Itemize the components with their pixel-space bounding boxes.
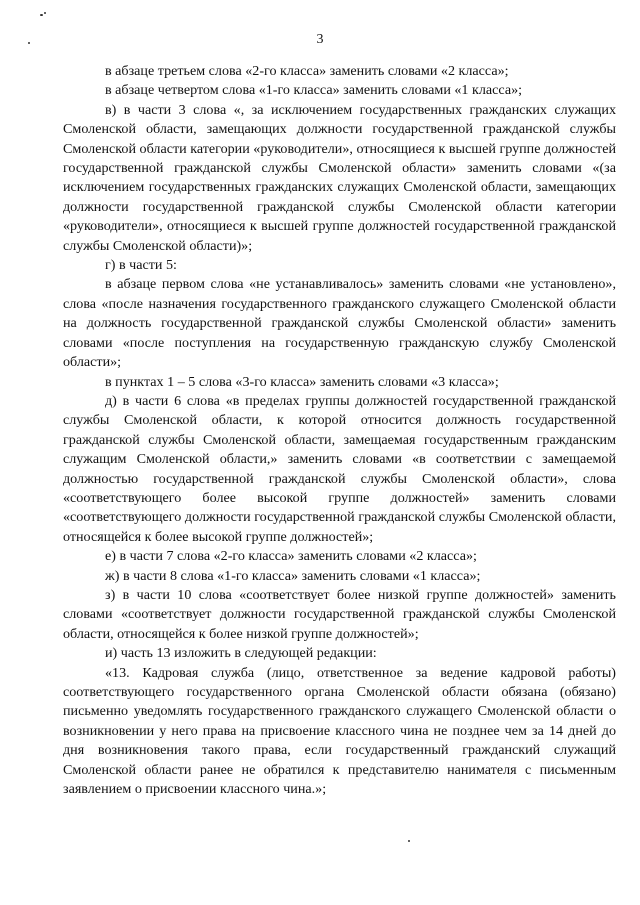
document-body: [63, 62, 616, 799]
paragraph: «13. Кадровая служба (лицо, ответственное за ведение кадровой работы) соответствующего государственного органа Смоленской области обязана (обязано) письменно уведомлять государственного гражданского служащего Смоленской области о возникновении у него права на присвоение классного чина не позднее чем за 14 дней до дня возникновения такого права, если государственный гражданский служащий Смоленской области ранее не обратился к представителю нанимателя с письменным заявлением о присвоении классного чина.»;: [63, 664, 616, 798]
page-number: 3: [316, 32, 324, 47]
paragraph: в абзаце четвертом слова «1-го класса» заменить словами «1 класса»;: [105, 82, 523, 99]
scan-speck: [44, 12, 46, 14]
paragraph: и) часть 13 изложить в следующей редакции:: [105, 645, 377, 662]
paragraph: з) в части 10 слова «соответствует более низкой группе должностей» заменить словами «соответствует должности государственной гражданской службы Смоленской области, относящейся к более низкой группе должностей»;: [63, 586, 616, 642]
scan-speck: [40, 14, 43, 16]
paragraph: г) в части 5:: [105, 257, 177, 274]
scan-speck: [408, 840, 410, 842]
paragraph: в абзаце третьем слова «2-го класса» заменить словами «2 класса»;: [105, 63, 509, 79]
paragraph: в пунктах 1 – 5 слова «3-го класса» заменить словами «3 класса»;: [105, 373, 499, 390]
paragraph: в абзаце первом слова «не устанавливалось» заменить словами «не установлено», слова «после назначения государственного гражданского служащего Смоленской области на должность государственной гражданской службы Смоленской области» заменить словами «после поступления на государственную гражданскую службу Смоленской области»;: [63, 276, 616, 371]
paragraph: в) в части 3 слова «, за исключением государственных гражданских служащих Смоленской области, замещающих должности государственной гражданской службы Смоленской области категории «руководители», относящиеся к высшей группе должностей государственной гражданской службы Смоленской области» заменить словами «(за исключением государственных гражданских служащих Смоленской области, замещающих должности государственной гражданской службы Смоленской области категории «руководители», относящиеся к высшей группе должностей государственной гражданской службы Смоленской области)»;: [63, 101, 616, 254]
paragraph: д) в части 6 слова «в пределах группы должностей государственной гражданской службы Смоленской области, к которой относится должность государственной гражданской службы Смоленской области, замещаемая государственным гражданским служащим Смоленской области,» заменить словами «в соответствии с замещаемой должностью государственной гражданской службы Смоленской области», слова «соответствующего более высокой группе должностей» заменить словами «соответствующего должности государственной гражданской службы Смоленской области, относящейся к более высокой группе должностей»;: [63, 392, 616, 545]
paragraph: ж) в части 8 слова «1-го класса» заменить словами «1 класса»;: [105, 567, 481, 584]
paragraph: е) в части 7 слова «2-го класса» заменить словами «2 класса»;: [105, 548, 477, 565]
